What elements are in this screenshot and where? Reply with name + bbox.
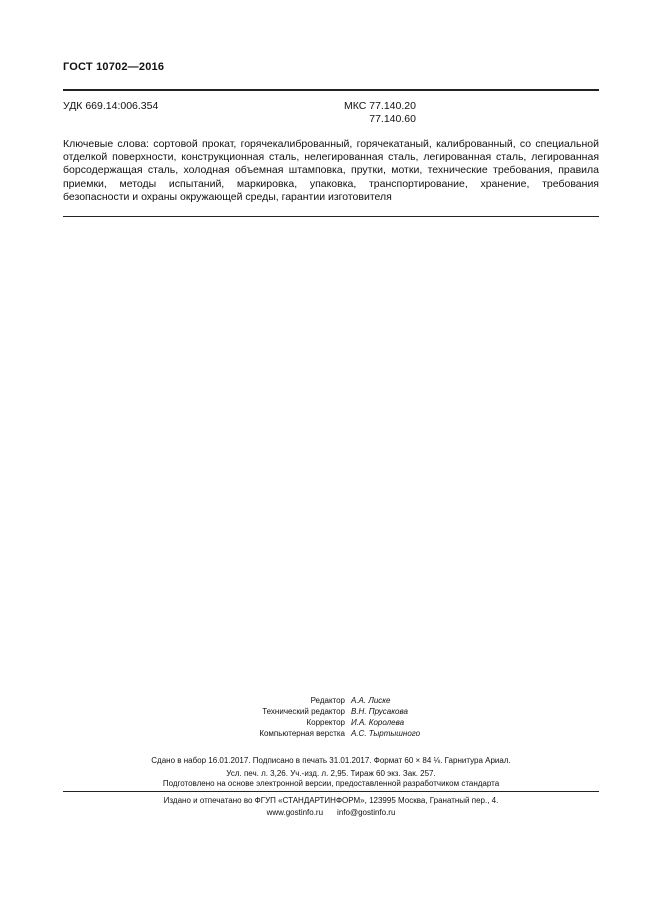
publisher-block	[63, 795, 599, 819]
mks-code-1: МКС 77.140.20	[344, 100, 416, 112]
credit-role: Технический редактор	[262, 707, 345, 716]
credit-tech-editor	[63, 706, 599, 717]
website-link[interactable]: www.gostinfo.ru	[266, 808, 324, 817]
keywords-divider	[63, 216, 599, 217]
imprint-line-2: Усл. печ. л. 3,26. Уч.-изд. л. 2,95. Тираж 60 экз. Зак. 257.	[226, 769, 436, 778]
credit-person: А.А. Лиске	[351, 696, 391, 705]
udk-code: УДК 669.14:006.354	[63, 100, 159, 112]
document-title: ГОСТ 10702—2016	[63, 61, 165, 73]
credit-role: Компьютерная верстка	[259, 729, 345, 738]
credit-layout	[63, 728, 599, 739]
imprint-line-1: Сдано в набор 16.01.2017. Подписано в печать 31.01.2017. Формат 60 × 84 ⅛. Гарнитура Ариал.	[151, 756, 511, 765]
credit-person: В.Н. Прусакова	[351, 707, 408, 716]
mks-code-2: 77.140.60	[369, 113, 416, 125]
email-link[interactable]: info@gostinfo.ru	[337, 808, 396, 817]
credit-person: А.С. Тыртышного	[351, 729, 421, 738]
credit-editor	[63, 695, 599, 706]
credits-block	[63, 695, 599, 739]
bottom-divider	[63, 791, 599, 792]
publisher-line: Издано и отпечатано во ФГУП «СТАНДАРТИНФОРМ», 123995 Москва, Гранатный пер., 4.	[163, 796, 499, 805]
mks-codes	[344, 100, 416, 126]
credit-person: И.А. Королева	[351, 718, 405, 727]
credit-role: Редактор	[310, 696, 345, 705]
publisher-contacts	[63, 807, 599, 819]
imprint-block	[63, 754, 599, 780]
credit-role: Корректор	[306, 718, 345, 727]
top-divider	[63, 89, 599, 91]
credit-corrector	[63, 717, 599, 728]
prepared-note: Подготовлено на основе электронной версии, предоставленной разработчиком стандарта	[162, 779, 500, 788]
keywords-paragraph: Ключевые слова: сортовой прокат, горячекалиброванный, горячекатаный, калиброванный, со специальной отделкой поверхности, конструкционная сталь, нелегированная сталь, легированная сталь, легированная борсодержащая сталь, холодная объемная штамповка, прутки, мотки, технические требования, правила приемки, методы испытаний, маркировка, упаковка, транспортирование, хранение, требования безопасности и охраны окружающей среды, гарантии изготовителя	[63, 138, 599, 203]
